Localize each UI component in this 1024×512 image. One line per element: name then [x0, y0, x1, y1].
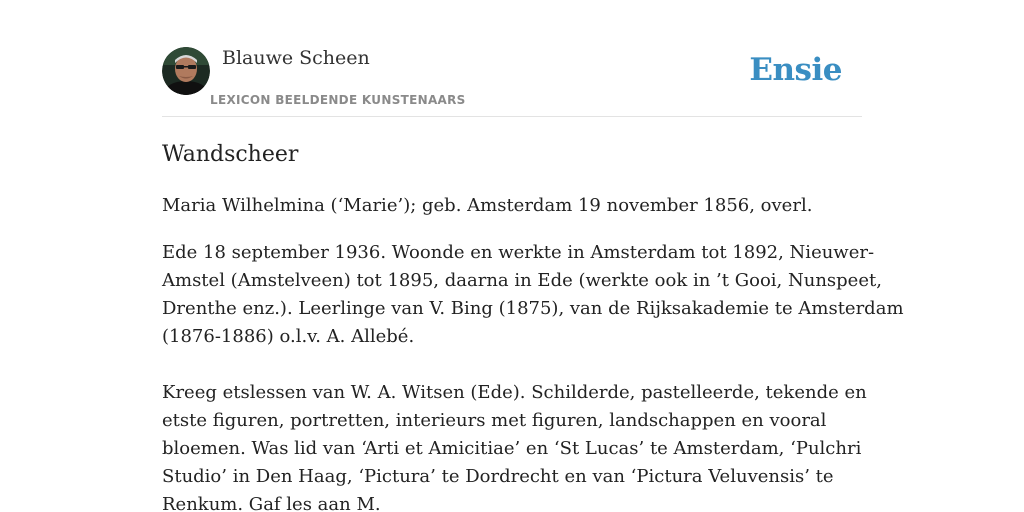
body-line: Kreeg etslessen van W. A. Witsen (Ede). Schilderde, pastelleerde, tekende en — [162, 382, 867, 403]
author-name[interactable]: Blauwe Scheen — [222, 47, 370, 69]
body-line: (1876-1886) o.l.v. A. Allebé. — [162, 326, 415, 347]
author-avatar[interactable] — [162, 47, 210, 95]
body-line: Studio’ in Den Haag, ‘Pictura’ te Dordrecht en van ‘Pictura Veluvensis’ te — [162, 466, 834, 487]
article-body — [162, 239, 904, 512]
avatar-image — [162, 47, 210, 95]
body-line: Drenthe enz.). Leerlinge van V. Bing (1875), van de Rijksakademie te Amsterdam — [162, 298, 904, 319]
body-line: etste figuren, portretten, interieurs met figuren, landschappen en vooral — [162, 410, 827, 431]
body-line: Renkum. Gaf les aan M. — [162, 494, 381, 512]
body-line: Ede 18 september 1936. Woonde en werkte in Amsterdam tot 1892, Nieuwer- — [162, 242, 875, 263]
body-line: bloemen. Was lid van ‘Arti et Amicitiae’ en ‘St Lucas’ te Amsterdam, ‘Pulchri — [162, 438, 862, 459]
publication-name[interactable]: LEXICON BEELDENDE KUNSTENAARS — [210, 93, 466, 107]
article-header — [162, 46, 862, 117]
article-intro: Maria Wilhelmina (‘Marie’); geb. Amsterdam 19 november 1856, overl. — [162, 195, 813, 216]
ensie-logo[interactable]: Ensie — [749, 52, 842, 88]
body-line: Amstel (Amstelveen) tot 1895, daarna in Ede (werkte ook in ’t Gooi, Nunspeet, — [162, 270, 882, 291]
paragraph-break — [162, 351, 862, 379]
article-title: Wandscheer — [162, 142, 299, 167]
